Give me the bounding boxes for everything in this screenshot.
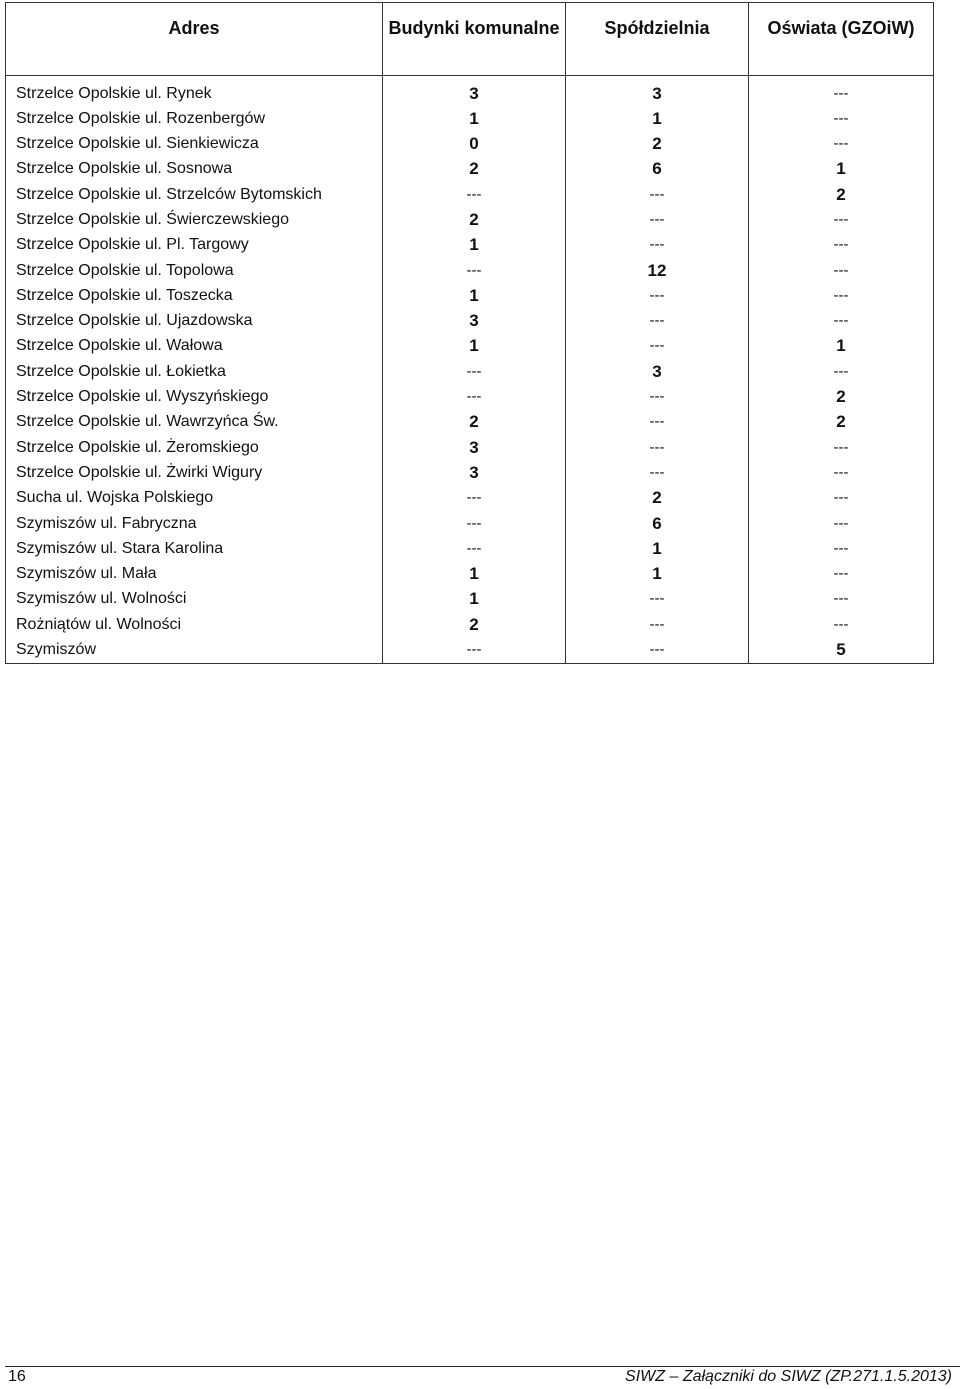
cell-address: Szymiszów ul. Stara Karolina — [6, 536, 383, 561]
cell-education: --- — [749, 611, 934, 636]
cell-municipal-buildings: 2 — [383, 611, 566, 636]
cell-municipal-buildings: --- — [383, 384, 566, 409]
cell-education: --- — [749, 561, 934, 586]
cell-address: Szymiszów ul. Mała — [6, 561, 383, 586]
table-row — [6, 181, 934, 206]
cell-cooperative: --- — [566, 586, 749, 611]
cell-address: Strzelce Opolskie ul. Toszecka — [6, 283, 383, 308]
cell-municipal-buildings: 3 — [383, 308, 566, 333]
table-row — [6, 460, 934, 485]
cell-municipal-buildings: --- — [383, 358, 566, 383]
cell-address: Strzelce Opolskie ul. Rozenbergów — [6, 106, 383, 131]
cell-address: Strzelce Opolskie ul. Żwirki Wigury — [6, 460, 383, 485]
table-row — [6, 232, 934, 257]
cell-address: Szymiszów ul. Fabryczna — [6, 510, 383, 535]
cell-education: 2 — [749, 181, 934, 206]
cell-address: Strzelce Opolskie ul. Rynek — [6, 76, 383, 106]
cell-cooperative: 6 — [566, 510, 749, 535]
header-education: Oświata (GZOiW) — [749, 3, 934, 76]
cell-municipal-buildings: --- — [383, 536, 566, 561]
cell-education: --- — [749, 510, 934, 535]
cell-address: Strzelce Opolskie ul. Pl. Targowy — [6, 232, 383, 257]
footer-divider — [5, 1366, 960, 1367]
cell-education: --- — [749, 586, 934, 611]
cell-cooperative: 6 — [566, 156, 749, 181]
cell-cooperative: 2 — [566, 485, 749, 510]
cell-municipal-buildings: 1 — [383, 333, 566, 358]
table-row — [6, 358, 934, 383]
cell-education: 2 — [749, 409, 934, 434]
cell-education: --- — [749, 106, 934, 131]
cell-cooperative: --- — [566, 637, 749, 664]
cell-education: --- — [749, 536, 934, 561]
table-row — [6, 384, 934, 409]
cell-address: Strzelce Opolskie ul. Topolowa — [6, 257, 383, 282]
cell-address: Strzelce Opolskie ul. Łokietka — [6, 358, 383, 383]
document-title: SIWZ – Załączniki do SIWZ (ZP.271.1.5.2013) — [625, 1368, 952, 1385]
cell-education: --- — [749, 131, 934, 156]
cell-cooperative: 12 — [566, 257, 749, 282]
table-row — [6, 611, 934, 636]
cell-cooperative: --- — [566, 207, 749, 232]
cell-cooperative: 3 — [566, 76, 749, 106]
cell-education: --- — [749, 460, 934, 485]
table-row — [6, 156, 934, 181]
table-row — [6, 409, 934, 434]
page-number: 16 — [8, 1368, 26, 1385]
cell-address: Strzelce Opolskie ul. Wyszyńskiego — [6, 384, 383, 409]
cell-address: Szymiszów — [6, 637, 383, 664]
cell-education: --- — [749, 257, 934, 282]
table-header-row — [6, 3, 934, 76]
header-municipal-buildings: Budynki komunalne — [383, 3, 566, 76]
cell-address: Sucha ul. Wojska Polskiego — [6, 485, 383, 510]
table-row — [6, 586, 934, 611]
table-row — [6, 257, 934, 282]
cell-education: --- — [749, 434, 934, 459]
cell-municipal-buildings: 1 — [383, 586, 566, 611]
cell-cooperative: --- — [566, 384, 749, 409]
table-row — [6, 131, 934, 156]
cell-education: --- — [749, 283, 934, 308]
header-address: Adres — [6, 3, 383, 76]
cell-address: Strzelce Opolskie ul. Sosnowa — [6, 156, 383, 181]
cell-education: --- — [749, 76, 934, 106]
cell-municipal-buildings: 1 — [383, 106, 566, 131]
address-table-container — [5, 2, 933, 664]
table-row — [6, 536, 934, 561]
cell-cooperative: 1 — [566, 536, 749, 561]
cell-education: --- — [749, 358, 934, 383]
table-body — [6, 76, 934, 664]
table-row — [6, 308, 934, 333]
cell-address: Strzelce Opolskie ul. Wałowa — [6, 333, 383, 358]
cell-address: Strzelce Opolskie ul. Żeromskiego — [6, 434, 383, 459]
cell-municipal-buildings: 2 — [383, 156, 566, 181]
cell-education: 1 — [749, 156, 934, 181]
table-row — [6, 106, 934, 131]
table-row — [6, 510, 934, 535]
cell-education: --- — [749, 232, 934, 257]
cell-municipal-buildings: 2 — [383, 409, 566, 434]
cell-address: Strzelce Opolskie ul. Wawrzyńca Św. — [6, 409, 383, 434]
cell-cooperative: --- — [566, 308, 749, 333]
cell-address: Szymiszów ul. Wolności — [6, 586, 383, 611]
cell-address: Rożniątów ul. Wolności — [6, 611, 383, 636]
cell-cooperative: 1 — [566, 106, 749, 131]
cell-municipal-buildings: --- — [383, 257, 566, 282]
cell-municipal-buildings: --- — [383, 637, 566, 664]
cell-municipal-buildings: --- — [383, 181, 566, 206]
cell-cooperative: 2 — [566, 131, 749, 156]
cell-education: --- — [749, 308, 934, 333]
cell-municipal-buildings: 3 — [383, 460, 566, 485]
cell-municipal-buildings: 3 — [383, 434, 566, 459]
cell-municipal-buildings: 1 — [383, 561, 566, 586]
cell-education: --- — [749, 207, 934, 232]
table-row — [6, 434, 934, 459]
table-row — [6, 561, 934, 586]
cell-municipal-buildings: 0 — [383, 131, 566, 156]
cell-municipal-buildings: 3 — [383, 76, 566, 106]
cell-municipal-buildings: 2 — [383, 207, 566, 232]
cell-cooperative: --- — [566, 283, 749, 308]
cell-municipal-buildings: --- — [383, 485, 566, 510]
cell-education: --- — [749, 485, 934, 510]
cell-cooperative: --- — [566, 460, 749, 485]
cell-address: Strzelce Opolskie ul. Świerczewskiego — [6, 207, 383, 232]
table-row — [6, 283, 934, 308]
cell-cooperative: --- — [566, 232, 749, 257]
cell-cooperative: --- — [566, 611, 749, 636]
cell-cooperative: --- — [566, 181, 749, 206]
cell-education: 5 — [749, 637, 934, 664]
header-cooperative: Spółdzielnia — [566, 3, 749, 76]
cell-cooperative: --- — [566, 333, 749, 358]
table-row — [6, 485, 934, 510]
cell-address: Strzelce Opolskie ul. Strzelców Bytomskich — [6, 181, 383, 206]
cell-address: Strzelce Opolskie ul. Sienkiewicza — [6, 131, 383, 156]
cell-education: 1 — [749, 333, 934, 358]
cell-address: Strzelce Opolskie ul. Ujazdowska — [6, 308, 383, 333]
table-row — [6, 76, 934, 106]
table-row — [6, 333, 934, 358]
cell-municipal-buildings: 1 — [383, 283, 566, 308]
table-row — [6, 207, 934, 232]
table-row — [6, 637, 934, 664]
cell-cooperative: --- — [566, 434, 749, 459]
cell-cooperative: 3 — [566, 358, 749, 383]
cell-cooperative: 1 — [566, 561, 749, 586]
cell-municipal-buildings: 1 — [383, 232, 566, 257]
cell-education: 2 — [749, 384, 934, 409]
cell-municipal-buildings: --- — [383, 510, 566, 535]
cell-cooperative: --- — [566, 409, 749, 434]
address-table — [5, 2, 934, 664]
